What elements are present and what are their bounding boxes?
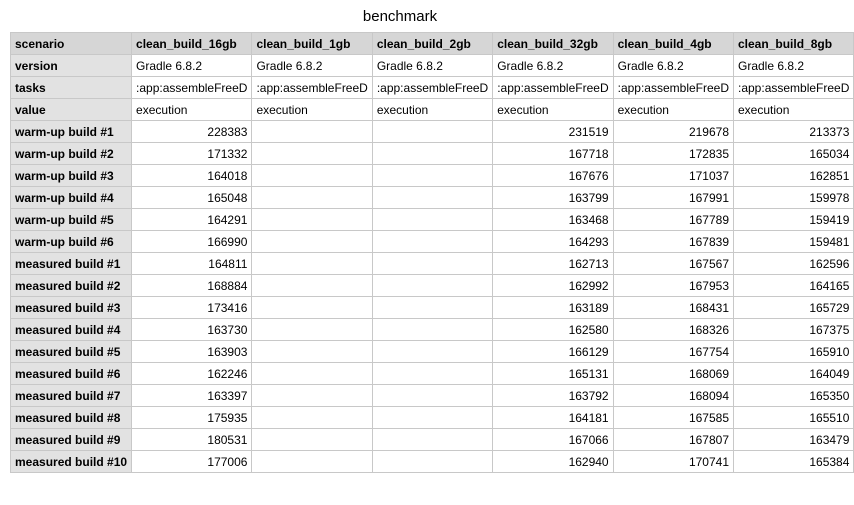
row-label[interactable]: measured build #6 (11, 363, 132, 385)
table-cell[interactable] (252, 165, 372, 187)
table-cell[interactable]: Gradle 6.8.2 (372, 55, 492, 77)
table-cell[interactable] (372, 341, 492, 363)
table-cell[interactable]: :app:assembleFreeD (132, 77, 252, 99)
row-label[interactable]: measured build #9 (11, 429, 132, 451)
table-cell[interactable] (372, 121, 492, 143)
table-cell[interactable] (372, 253, 492, 275)
table-cell[interactable] (252, 187, 372, 209)
row-label[interactable]: tasks (11, 77, 132, 99)
table-cell[interactable]: Gradle 6.8.2 (493, 55, 613, 77)
table-cell[interactable]: :app:assembleFreeD (372, 77, 492, 99)
table-row (11, 385, 854, 407)
table-cell[interactable] (252, 297, 372, 319)
table-cell[interactable]: 175935 (132, 407, 252, 429)
table-cell[interactable] (372, 385, 492, 407)
table-cell[interactable]: 163799 (493, 187, 613, 209)
table-cell[interactable] (252, 275, 372, 297)
table-cell[interactable] (252, 121, 372, 143)
table-cell[interactable]: 162246 (132, 363, 252, 385)
table-cell[interactable]: execution (132, 99, 252, 121)
table-cell[interactable]: 165384 (734, 451, 854, 473)
row-label[interactable]: measured build #3 (11, 297, 132, 319)
column-header[interactable]: clean_build_1gb (252, 33, 372, 55)
table-cell[interactable] (252, 341, 372, 363)
table-cell[interactable] (372, 187, 492, 209)
table-cell[interactable] (252, 385, 372, 407)
table-cell[interactable]: 164018 (132, 165, 252, 187)
table-cell[interactable]: execution (734, 99, 854, 121)
table-cell[interactable]: 162851 (734, 165, 854, 187)
table-cell[interactable]: Gradle 6.8.2 (613, 55, 733, 77)
table-cell[interactable]: 167585 (613, 407, 733, 429)
table-cell[interactable]: 231519 (493, 121, 613, 143)
table-cell[interactable]: 163903 (132, 341, 252, 363)
table-cell[interactable]: :app:assembleFreeD (252, 77, 372, 99)
table-cell[interactable]: 164811 (132, 253, 252, 275)
table-cell[interactable]: 162580 (493, 319, 613, 341)
table-row (11, 451, 854, 473)
table-cell[interactable]: :app:assembleFreeD (613, 77, 733, 99)
table-cell[interactable]: 165910 (734, 341, 854, 363)
table-cell[interactable]: execution (613, 99, 733, 121)
table-cell[interactable]: 172835 (613, 143, 733, 165)
table-row (11, 77, 854, 99)
table-row (11, 187, 854, 209)
table-cell[interactable]: 165729 (734, 297, 854, 319)
table-cell[interactable]: 163479 (734, 429, 854, 451)
row-label[interactable]: measured build #1 (11, 253, 132, 275)
table-row (11, 209, 854, 231)
table-cell[interactable]: 167839 (613, 231, 733, 253)
table-row (11, 275, 854, 297)
row-label[interactable]: warm-up build #4 (11, 187, 132, 209)
table-cell[interactable]: 166129 (493, 341, 613, 363)
row-label[interactable]: warm-up build #2 (11, 143, 132, 165)
table-cell[interactable]: 167567 (613, 253, 733, 275)
table-cell[interactable]: 167754 (613, 341, 733, 363)
table-cell[interactable]: 170741 (613, 451, 733, 473)
table-row (11, 319, 854, 341)
table-cell[interactable]: 163730 (132, 319, 252, 341)
table-cell[interactable]: 167953 (613, 275, 733, 297)
table-cell[interactable] (252, 319, 372, 341)
table-cell[interactable]: 167807 (613, 429, 733, 451)
table-row (11, 253, 854, 275)
table-cell[interactable] (252, 363, 372, 385)
table-cell[interactable]: 219678 (613, 121, 733, 143)
table-row (11, 341, 854, 363)
table-cell[interactable]: 167789 (613, 209, 733, 231)
table-cell[interactable]: 167991 (613, 187, 733, 209)
table-cell[interactable]: 171332 (132, 143, 252, 165)
table-row (11, 231, 854, 253)
table-cell[interactable] (252, 209, 372, 231)
table-cell[interactable]: 163189 (493, 297, 613, 319)
table-cell[interactable] (372, 363, 492, 385)
header-row (11, 33, 854, 55)
table-cell[interactable]: 213373 (734, 121, 854, 143)
table-cell[interactable]: 164049 (734, 363, 854, 385)
table-cell[interactable]: 171037 (613, 165, 733, 187)
column-header[interactable]: clean_build_32gb (493, 33, 613, 55)
table-cell[interactable]: :app:assembleFreeD (493, 77, 613, 99)
table-cell[interactable] (252, 143, 372, 165)
table-cell[interactable]: 162940 (493, 451, 613, 473)
table-cell[interactable]: Gradle 6.8.2 (734, 55, 854, 77)
table-cell[interactable]: 165510 (734, 407, 854, 429)
table-cell[interactable]: 164291 (132, 209, 252, 231)
column-header[interactable]: clean_build_8gb (734, 33, 854, 55)
table-row (11, 363, 854, 385)
table-cell[interactable] (372, 275, 492, 297)
row-label[interactable]: warm-up build #5 (11, 209, 132, 231)
table-cell[interactable]: 164181 (493, 407, 613, 429)
table-row (11, 121, 854, 143)
row-label[interactable]: version (11, 55, 132, 77)
table-row (11, 297, 854, 319)
table-row (11, 99, 854, 121)
table-cell[interactable]: execution (372, 99, 492, 121)
table-row (11, 407, 854, 429)
table-cell[interactable]: 168069 (613, 363, 733, 385)
row-label[interactable]: measured build #10 (11, 451, 132, 473)
table-cell[interactable] (372, 319, 492, 341)
table-cell[interactable]: 159978 (734, 187, 854, 209)
table-cell[interactable]: execution (493, 99, 613, 121)
table-cell[interactable] (372, 209, 492, 231)
row-label[interactable]: measured build #4 (11, 319, 132, 341)
table-cell[interactable]: 168326 (613, 319, 733, 341)
table-cell[interactable]: 164293 (493, 231, 613, 253)
table-cell[interactable] (372, 429, 492, 451)
table-cell[interactable] (252, 231, 372, 253)
table-cell[interactable] (252, 451, 372, 473)
table-cell[interactable]: 159481 (734, 231, 854, 253)
table-cell[interactable]: 159419 (734, 209, 854, 231)
row-label[interactable]: measured build #2 (11, 275, 132, 297)
table-row (11, 143, 854, 165)
table-cell[interactable] (372, 231, 492, 253)
column-header-scenario[interactable]: scenario (11, 33, 132, 55)
table-cell[interactable]: 165048 (132, 187, 252, 209)
table-cell[interactable]: 162713 (493, 253, 613, 275)
row-label[interactable]: value (11, 99, 132, 121)
table-cell[interactable]: 168094 (613, 385, 733, 407)
table-row (11, 55, 854, 77)
table-cell[interactable] (372, 165, 492, 187)
table-cell[interactable]: 168884 (132, 275, 252, 297)
row-label[interactable]: measured build #8 (11, 407, 132, 429)
table-cell[interactable]: 163468 (493, 209, 613, 231)
row-label[interactable]: measured build #7 (11, 385, 132, 407)
row-label[interactable]: warm-up build #6 (11, 231, 132, 253)
table-cell[interactable]: 164165 (734, 275, 854, 297)
row-label[interactable]: warm-up build #1 (11, 121, 132, 143)
row-label[interactable]: measured build #5 (11, 341, 132, 363)
table-cell[interactable] (372, 451, 492, 473)
table-row (11, 429, 854, 451)
table-cell[interactable]: Gradle 6.8.2 (132, 55, 252, 77)
table-cell[interactable]: 167066 (493, 429, 613, 451)
table-cell[interactable]: 177006 (132, 451, 252, 473)
column-header[interactable]: clean_build_2gb (372, 33, 492, 55)
table-cell[interactable]: :app:assembleFreeD (734, 77, 854, 99)
column-header[interactable]: clean_build_4gb (613, 33, 733, 55)
table-cell[interactable]: 167375 (734, 319, 854, 341)
table-cell[interactable]: 168431 (613, 297, 733, 319)
table-cell[interactable]: 173416 (132, 297, 252, 319)
table-cell[interactable]: 162596 (734, 253, 854, 275)
row-label[interactable]: warm-up build #3 (11, 165, 132, 187)
column-header[interactable]: clean_build_16gb (132, 33, 252, 55)
table-cell[interactable] (372, 143, 492, 165)
table-cell[interactable]: 162992 (493, 275, 613, 297)
table-cell[interactable] (252, 429, 372, 451)
table-cell[interactable]: 165350 (734, 385, 854, 407)
table-cell[interactable]: 228383 (132, 121, 252, 143)
benchmark-table (10, 32, 854, 473)
table-cell[interactable] (252, 407, 372, 429)
table-cell[interactable]: 163792 (493, 385, 613, 407)
table-cell[interactable]: 165131 (493, 363, 613, 385)
table-cell[interactable]: 163397 (132, 385, 252, 407)
table-cell[interactable]: execution (252, 99, 372, 121)
table-cell[interactable]: 180531 (132, 429, 252, 451)
table-cell[interactable] (372, 297, 492, 319)
table-cell[interactable]: 165034 (734, 143, 854, 165)
table-cell[interactable]: 167676 (493, 165, 613, 187)
table-row (11, 165, 854, 187)
table-cell[interactable]: 167718 (493, 143, 613, 165)
table-cell[interactable]: Gradle 6.8.2 (252, 55, 372, 77)
sheet-title: benchmark (362, 8, 438, 25)
table-cell[interactable] (252, 253, 372, 275)
table-cell[interactable] (372, 407, 492, 429)
table-cell[interactable]: 166990 (132, 231, 252, 253)
